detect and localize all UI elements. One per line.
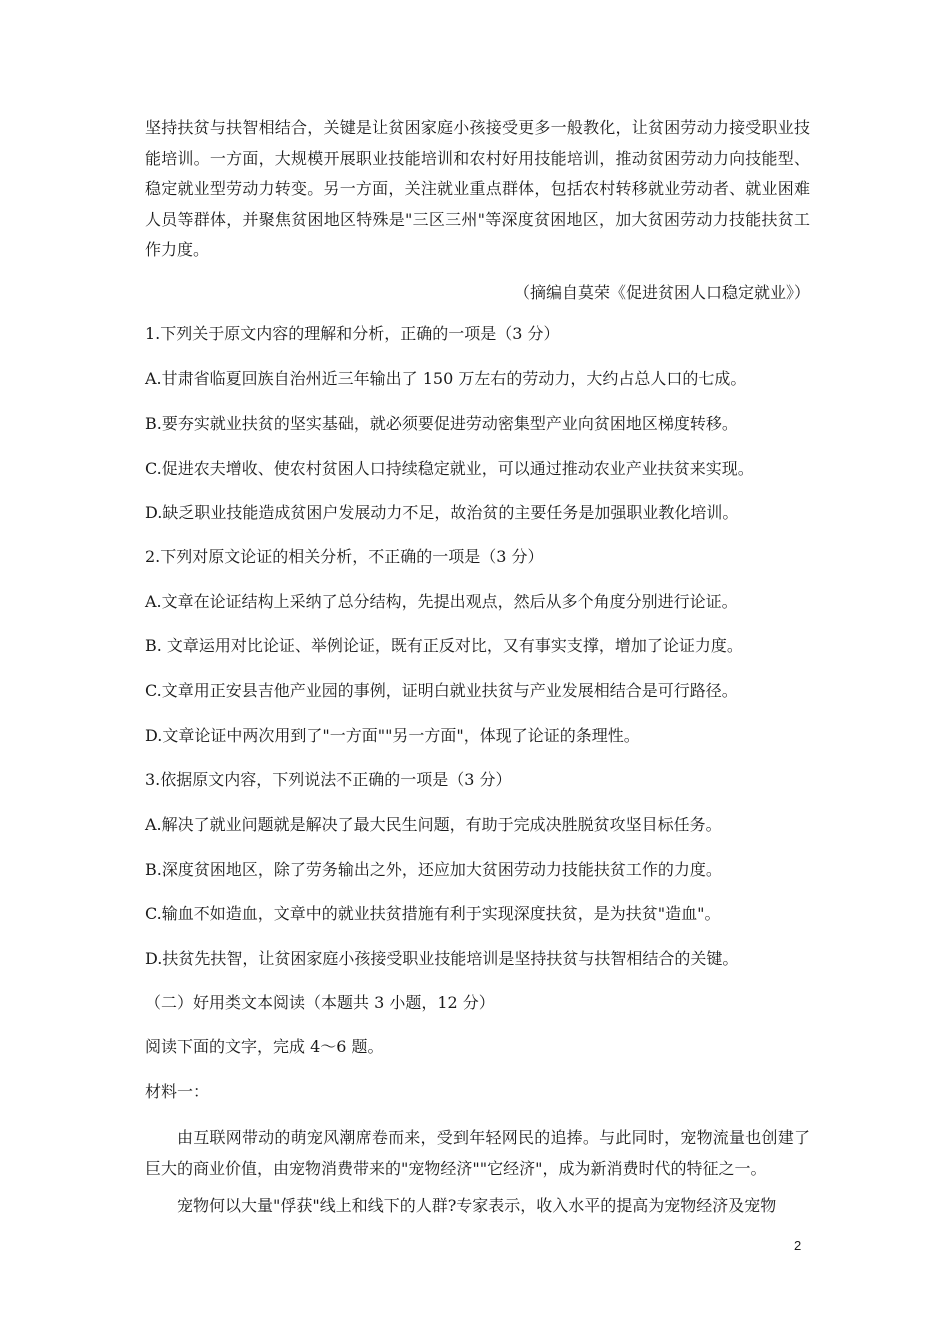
q1-option-c: C.促进农夫增收、使农村贫困人口持续稳定就业，可以通过推动农业产业扶贫来实现。 bbox=[145, 459, 754, 478]
q2-option-a: A.文章在论证结构上采纳了总分结构，先提出观点，然后从多个角度分别进行论证。 bbox=[145, 592, 738, 611]
q1-option-a: A.甘肃省临夏回族自治州近三年输出了 150 万左右的劳动力，大约占总人口的七成。 bbox=[145, 369, 747, 388]
q3-option-b: B.深度贫困地区，除了劳务输出之外，还应加大贫困劳动力技能扶贫工作的力度。 bbox=[145, 860, 722, 879]
source-note: （摘编自莫荣《促进贫困人口稳定就业》） bbox=[513, 283, 810, 302]
q1-stem: 1.下列关于原文内容的理解和分析，正确的一项是（3 分） bbox=[145, 324, 560, 343]
material-paragraph-1: 由互联网带动的萌宠风潮席卷而来，受到年轻网民的追捧。与此同时，宠物流量也创建了巨大的商业价值，由宠物消费带来的"宠物经济""它经济"，成为新消费时代的特征之一。 bbox=[145, 1128, 810, 1178]
q3-option-c: C.输血不如造血，文章中的就业扶贫措施有利于实现深度扶贫，是为扶贫"造血"。 bbox=[145, 904, 721, 923]
q1-option-d: D.缺乏职业技能造成贫困户发展动力不足，故治贫的主要任务是加强职业教化培训。 bbox=[145, 503, 739, 522]
material-paragraph-2: 宠物何以大量"俘获"线上和线下的人群?专家表示，收入水平的提高为宠物经济及宠物 bbox=[177, 1196, 777, 1215]
q3-stem: 3.依据原文内容，下列说法不正确的一项是（3 分） bbox=[145, 770, 512, 789]
q2-option-b: B. 文章运用对比论证、举例论证，既有正反对比，又有事实支撑，增加了论证力度。 bbox=[145, 636, 743, 655]
q3-option-a: A.解决了就业问题就是解决了最大民生问题，有助于完成决胜脱贫攻坚目标任务。 bbox=[145, 815, 722, 834]
q2-stem: 2.下列对原文论证的相关分析，不正确的一项是（3 分） bbox=[145, 547, 544, 566]
q1-option-b: B.要夯实就业扶贫的坚实基础，就必须要促进劳动密集型产业向贫困地区梯度转移。 bbox=[145, 414, 738, 433]
section-heading: （二）好用类文本阅读（本题共 3 小题，12 分） bbox=[145, 993, 495, 1012]
q2-option-c: C.文章用正安县吉他产业园的事例，证明白就业扶贫与产业发展相结合是可行路径。 bbox=[145, 681, 738, 700]
instruction: 阅读下面的文字，完成 4～6 题。 bbox=[145, 1037, 384, 1056]
material-label: 材料一： bbox=[145, 1082, 210, 1101]
q2-option-d: D.文章论证中两次用到了"一方面""另一方面"，体现了论证的条理性。 bbox=[145, 726, 640, 745]
q3-option-d: D.扶贫先扶智，让贫困家庭小孩接受职业技能培训是坚持扶贫与扶智相结合的关键。 bbox=[145, 949, 739, 968]
opening-paragraph: 坚持扶贫与扶智相结合，关键是让贫困家庭小孩接受更多一般教化，让贫困劳动力接受职业技能培训。一方面，大规模开展职业技能培训和农村好用技能培训，推动贫困劳动力向技能型、稳定就业型劳动力转变。另一方面，关注就业重点群体，包括农村转移就业劳动者、就业困难人员等群体，并聚焦贫困地区特殊是"三区三州"等深度贫困地区，加大贫困劳动力技能扶贫工作力度。 bbox=[145, 118, 810, 259]
page-number: 2 bbox=[794, 1238, 802, 1253]
